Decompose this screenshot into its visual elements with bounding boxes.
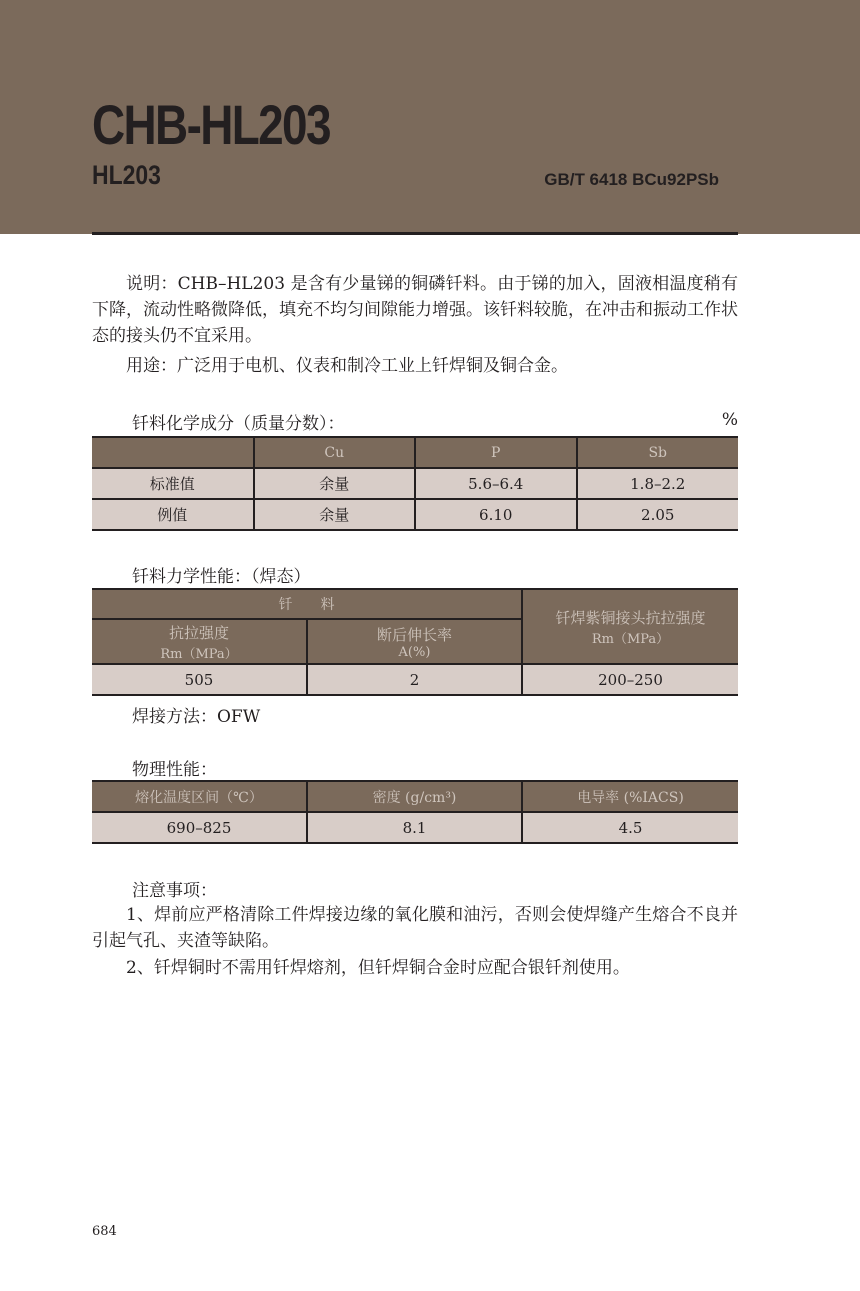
chemical-col-sb: Sb <box>577 437 739 468</box>
note-item-2: 2、钎焊铜时不需用钎焊熔剂，但钎焊铜合金时应配合银钎剂使用。 <box>126 958 630 978</box>
physical-title: 物理性能： <box>132 760 217 780</box>
tensile-strength-value: 505 <box>92 664 307 695</box>
cell-p: 6.10 <box>415 499 577 530</box>
tensile-strength-unit: Rm（MPa） <box>160 646 238 662</box>
melting-range-value: 690–825 <box>92 812 307 843</box>
usage-label: 用途： <box>126 356 177 376</box>
chemical-title: 钎料化学成分（质量分数）： <box>132 414 345 434</box>
table-row <box>92 468 738 499</box>
row-label: 标准值 <box>92 468 254 499</box>
elongation-header <box>307 619 522 664</box>
cell-cu: 余量 <box>254 468 416 499</box>
density-header: 密度 (g/cm³) <box>307 781 522 812</box>
cell-p: 5.6–6.4 <box>415 468 577 499</box>
description-paragraph <box>92 271 738 349</box>
table-row <box>92 812 738 843</box>
elongation-label: 断后伸长率 <box>376 625 452 644</box>
conductivity-header: 电导率 (%IACS) <box>522 781 738 812</box>
mechanical-table <box>92 588 738 696</box>
note-item-1: 1、焊前应严格清除工件焊接边缘的氧化膜和油污，否则会使焊缝产生熔合不良并引起气孔、夹渣等缺陷。 <box>92 905 738 951</box>
tensile-strength-header <box>92 619 307 664</box>
joint-strength-value: 200–250 <box>522 664 738 695</box>
elongation-unit: A(%) <box>398 644 431 660</box>
chemical-col-0 <box>92 437 254 468</box>
description-text: CHB–HL203 是含有少量锑的铜磷钎料。由于锑的加入，固液相温度稍有下降，流动性略微降低，填充不均匀间隙能力增强。该钎料较脆，在冲击和振动工作状态的接头仍不宜采用。 <box>92 274 739 346</box>
tensile-strength-label: 抗拉强度 <box>168 623 229 642</box>
row-label: 例值 <box>92 499 254 530</box>
conductivity-value: 4.5 <box>522 812 738 843</box>
notes-title: 注意事项： <box>132 881 217 901</box>
table-row <box>92 664 738 695</box>
chemical-col-p: P <box>415 437 577 468</box>
header-rule <box>92 232 738 235</box>
cell-sb: 1.8–2.2 <box>577 468 739 499</box>
cell-cu: 余量 <box>254 499 416 530</box>
mechanical-group-header: 钎 料 <box>92 589 522 619</box>
welding-label: 焊接方法： <box>132 707 217 727</box>
chemical-col-cu: Cu <box>254 437 416 468</box>
physical-table <box>92 780 738 844</box>
mechanical-title: 钎料力学性能：（焊态） <box>132 567 311 587</box>
chemical-unit: % <box>721 410 738 430</box>
header-banner <box>0 0 860 234</box>
joint-strength-label: 钎焊紫铜接头抗拉强度 <box>555 608 706 627</box>
welding-method <box>132 702 260 727</box>
table-row <box>92 499 738 530</box>
joint-strength-header <box>522 589 738 664</box>
physical-header-row <box>92 781 738 812</box>
product-code: HL203 <box>92 160 161 190</box>
elongation-value: 2 <box>307 664 522 695</box>
page-number: 684 <box>92 1224 117 1239</box>
usage-paragraph <box>92 353 738 379</box>
description-label: 说明： <box>126 274 178 294</box>
cell-sb: 2.05 <box>577 499 739 530</box>
chemical-header-row <box>92 437 738 468</box>
melting-range-header: 熔化温度区间（℃） <box>92 781 307 812</box>
product-title: CHB-HL203 <box>92 93 330 156</box>
density-value: 8.1 <box>307 812 522 843</box>
chemical-table <box>92 436 738 531</box>
usage-text: 广泛用于电机、仪表和制冷工业上钎焊铜及铜合金。 <box>177 356 568 376</box>
mechanical-group-row <box>92 589 738 619</box>
standard-designation: GB/T 6418 BCu92PSb <box>544 170 719 189</box>
welding-value: OFW <box>217 707 261 727</box>
joint-strength-unit: Rm（MPa） <box>591 631 670 647</box>
